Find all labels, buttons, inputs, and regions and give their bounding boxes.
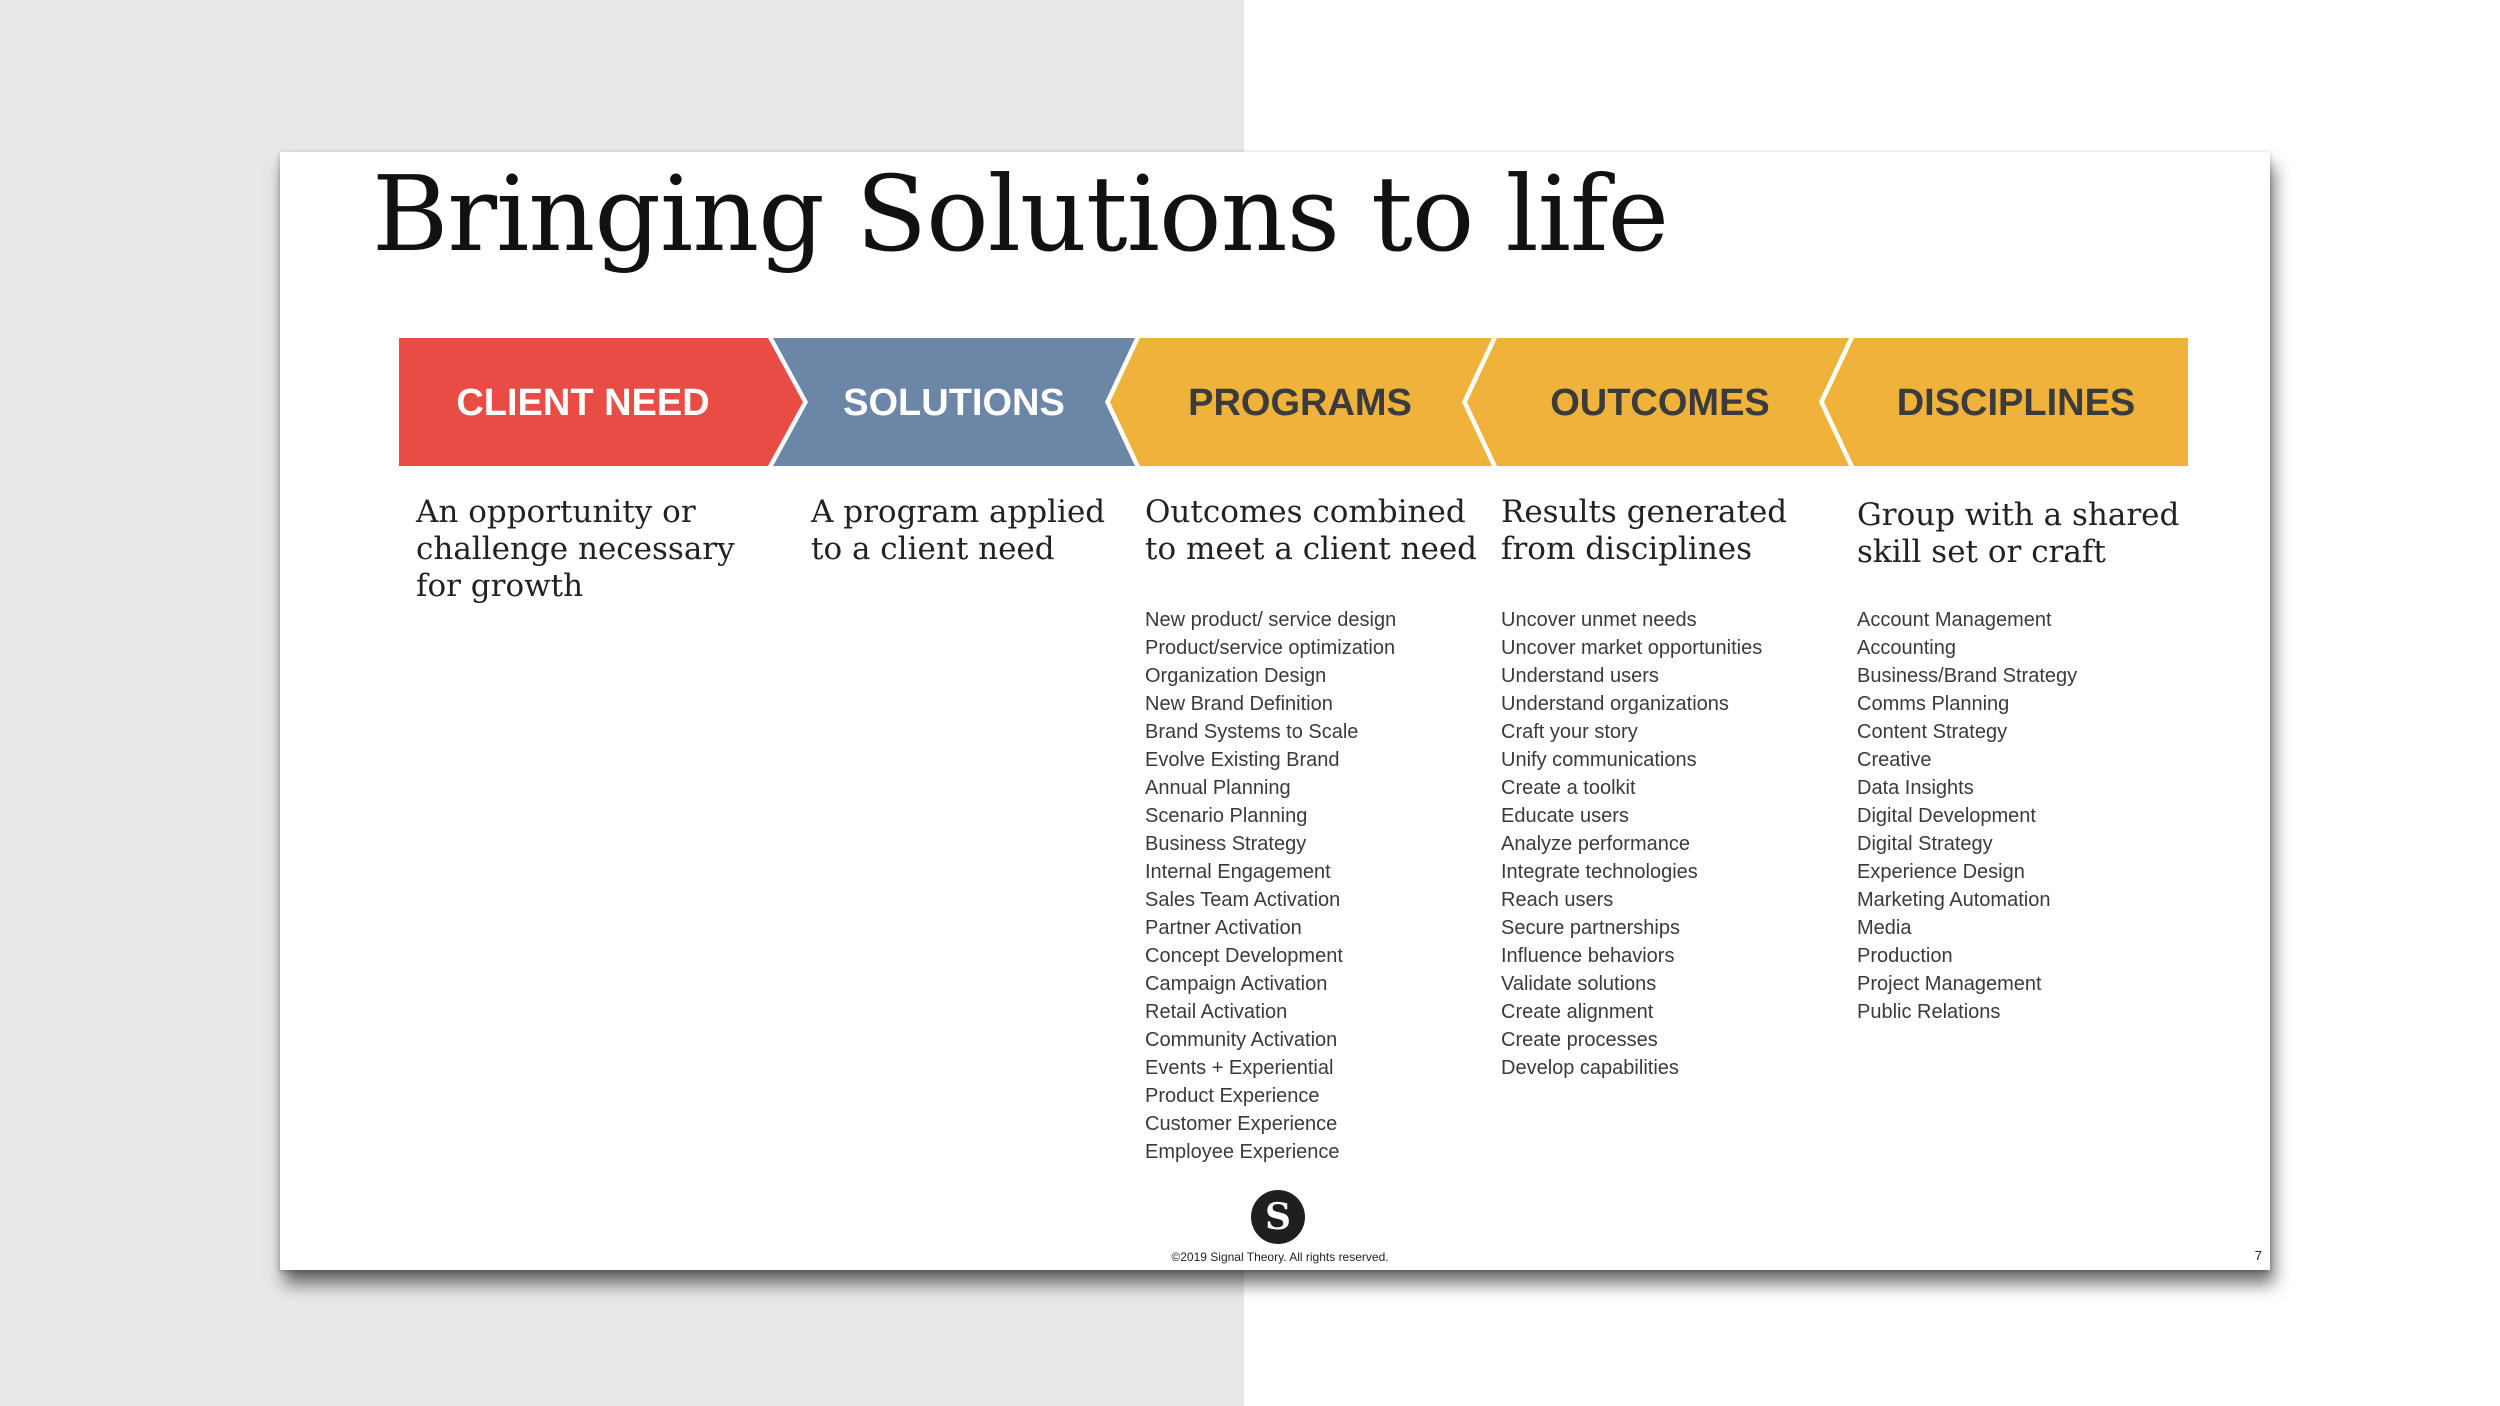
list-item: New Brand Definition xyxy=(1145,693,1333,715)
list-item: Integrate technologies xyxy=(1501,861,1698,883)
list-item: Organization Design xyxy=(1145,665,1327,687)
list-item: Community Activation xyxy=(1145,1029,1338,1051)
list-item: Creative xyxy=(1857,749,1932,771)
outcomes-description: Results generated from disciplines xyxy=(1501,494,1788,567)
list-item: Campaign Activation xyxy=(1145,973,1328,995)
slide-title: Bringing Solutions to life xyxy=(372,153,1669,275)
list-item: Content Strategy xyxy=(1857,721,2008,743)
list-item: Create processes xyxy=(1501,1029,1658,1051)
list-item: Analyze performance xyxy=(1501,833,1690,855)
list-item: Digital Strategy xyxy=(1857,833,1993,855)
list-item: Account Management xyxy=(1857,609,2052,631)
disciplines-arrow xyxy=(1824,338,2188,466)
solutions-label: SOLUTIONS xyxy=(843,382,1065,424)
list-item: New product/ service design xyxy=(1145,609,1397,631)
list-item: Digital Development xyxy=(1857,805,2036,827)
list-item: Business Strategy xyxy=(1145,833,1307,855)
list-item: Create alignment xyxy=(1501,1001,1654,1023)
list-item: Influence behaviors xyxy=(1501,945,1675,967)
disciplines-description: Group with a shared skill set or craft xyxy=(1857,497,2180,570)
list-item: Production xyxy=(1857,945,1953,967)
programs-arrow xyxy=(1110,338,1492,466)
list-item: Unify communications xyxy=(1501,749,1697,771)
list-item: Uncover market opportunities xyxy=(1501,637,1763,659)
list-item: Product Experience xyxy=(1145,1085,1320,1107)
list-item: Marketing Automation xyxy=(1857,889,2051,911)
list-item: Evolve Existing Brand xyxy=(1145,749,1340,771)
list-item: Experience Design xyxy=(1857,861,2025,883)
list-item: Accounting xyxy=(1857,637,1956,659)
client-need-arrow xyxy=(399,338,803,466)
list-item: Scenario Planning xyxy=(1145,805,1308,827)
list-item: Customer Experience xyxy=(1145,1113,1338,1135)
list-item: Project Management xyxy=(1857,973,2042,995)
signal-theory-logo: S xyxy=(1251,1190,1305,1244)
list-item: Annual Planning xyxy=(1145,777,1291,799)
copyright-notice: ©2019 Signal Theory. All rights reserved. xyxy=(1171,1250,1389,1264)
list-item: Media xyxy=(1857,917,1912,939)
list-item: Educate users xyxy=(1501,805,1629,827)
list-item: Business/Brand Strategy xyxy=(1857,665,2078,687)
disciplines-list xyxy=(1857,606,2077,1026)
outcomes-arrow xyxy=(1467,338,1849,466)
list-item: Data Insights xyxy=(1857,777,1974,799)
list-item: Uncover unmet needs xyxy=(1501,609,1697,631)
solutions-arrow xyxy=(773,338,1135,466)
programs-description: Outcomes combined to meet a client need xyxy=(1145,494,1478,567)
list-item: Retail Activation xyxy=(1145,1001,1288,1023)
client-need-description: An opportunity or challenge necessary for growth xyxy=(416,494,735,604)
list-item: Partner Activation xyxy=(1145,917,1302,939)
solutions-description: A program applied to a client need xyxy=(811,494,1106,567)
list-item: Validate solutions xyxy=(1501,973,1657,995)
slide xyxy=(280,152,2270,1270)
disciplines-label: DISCIPLINES xyxy=(1896,382,2136,424)
outcomes-label: OUTCOMES xyxy=(1550,382,1770,424)
page-number: 7 xyxy=(2254,1248,2262,1263)
list-item: Events + Experiential xyxy=(1145,1057,1334,1079)
list-item: Employee Experience xyxy=(1145,1141,1340,1163)
list-item: Understand organizations xyxy=(1501,693,1729,715)
list-item: Comms Planning xyxy=(1857,693,2010,715)
list-item: Product/service optimization xyxy=(1145,637,1396,659)
list-item: Brand Systems to Scale xyxy=(1145,721,1359,743)
list-item: Understand users xyxy=(1501,665,1659,687)
list-item: Public Relations xyxy=(1857,1001,2001,1023)
list-item: Secure partnerships xyxy=(1501,917,1680,939)
list-item: Craft your story xyxy=(1501,721,1638,743)
client-need-label: CLIENT NEED xyxy=(456,382,710,424)
outcomes-list xyxy=(1501,606,1762,1082)
programs-label: PROGRAMS xyxy=(1188,382,1412,424)
list-item: Create a toolkit xyxy=(1501,777,1636,799)
list-item: Concept Development xyxy=(1145,945,1343,967)
list-item: Reach users xyxy=(1501,889,1614,911)
list-item: Internal Engagement xyxy=(1145,861,1331,883)
programs-list xyxy=(1145,606,1396,1166)
list-item: Develop capabilities xyxy=(1501,1057,1679,1079)
list-item: Sales Team Activation xyxy=(1145,889,1341,911)
